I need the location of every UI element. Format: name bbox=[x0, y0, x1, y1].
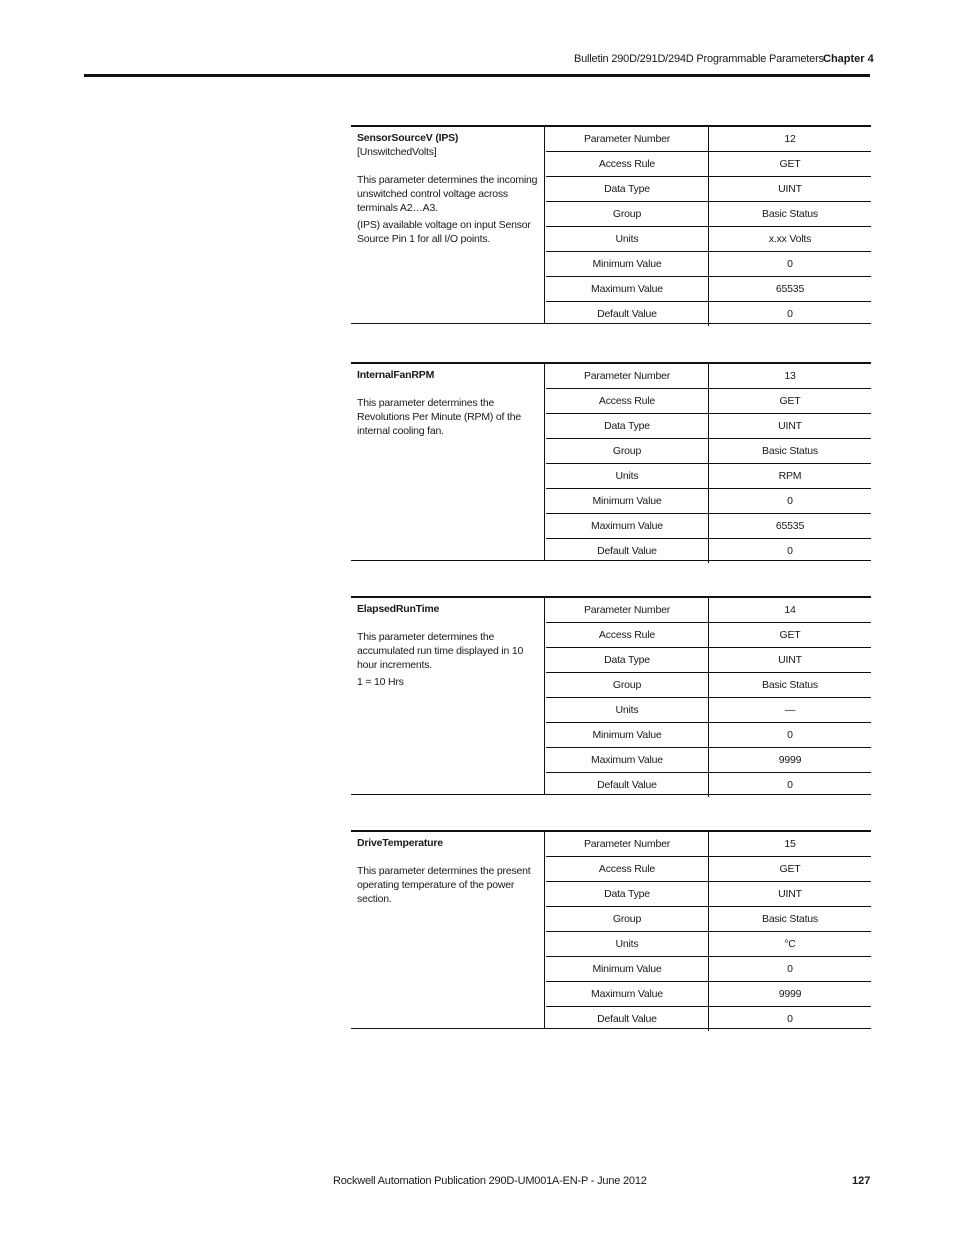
property-label: Access Rule bbox=[546, 623, 709, 647]
parameter-description-column bbox=[351, 127, 545, 323]
parameter-description: This parameter determines the accumulated run time displayed in 10 hour increments. bbox=[357, 631, 524, 671]
parameter-description-column bbox=[351, 364, 545, 560]
property-label: Parameter Number bbox=[546, 364, 709, 388]
property-label: Data Type bbox=[546, 177, 709, 201]
table-row bbox=[546, 489, 871, 514]
property-label: Minimum Value bbox=[546, 489, 709, 513]
property-label: Units bbox=[546, 698, 709, 722]
table-row bbox=[546, 673, 871, 698]
property-value: 9999 bbox=[778, 754, 802, 766]
table-row bbox=[546, 623, 871, 648]
property-label: Maximum Value bbox=[546, 982, 709, 1006]
parameter-properties-table bbox=[546, 832, 871, 1031]
table-row bbox=[546, 227, 871, 252]
property-value: 0 bbox=[787, 545, 793, 557]
property-label: Maximum Value bbox=[546, 514, 709, 538]
property-label: Maximum Value bbox=[546, 748, 709, 772]
property-value: UINT bbox=[778, 420, 802, 432]
parameter-name: DriveTemperature bbox=[357, 837, 443, 849]
table-row bbox=[546, 364, 871, 389]
parameter-description: (IPS) available voltage on input Sensor Source Pin 1 for all I/O points. bbox=[357, 219, 531, 245]
property-value: — bbox=[784, 704, 796, 716]
property-value: 0 bbox=[787, 963, 793, 975]
property-label: Default Value bbox=[546, 1007, 709, 1031]
table-row bbox=[546, 773, 871, 797]
property-value: 65535 bbox=[775, 520, 805, 532]
property-value: Basic Status bbox=[762, 445, 818, 457]
parameter-name: ElapsedRunTime bbox=[357, 603, 440, 615]
header-chapter: Chapter 4 bbox=[823, 53, 874, 65]
property-value: 9999 bbox=[778, 988, 802, 1000]
property-value: Basic Status bbox=[762, 913, 818, 925]
table-row bbox=[546, 957, 871, 982]
parameter-block bbox=[351, 362, 871, 561]
parameter-block bbox=[351, 125, 871, 324]
parameter-description-column bbox=[351, 832, 545, 1028]
property-value: Basic Status bbox=[762, 679, 818, 691]
property-label: Parameter Number bbox=[546, 832, 709, 856]
property-label: Parameter Number bbox=[546, 127, 709, 151]
property-label: Units bbox=[546, 227, 709, 251]
property-value: °C bbox=[784, 938, 796, 950]
table-row bbox=[546, 832, 871, 857]
table-row bbox=[546, 252, 871, 277]
table-row bbox=[546, 857, 871, 882]
property-label: Maximum Value bbox=[546, 277, 709, 301]
table-row bbox=[546, 464, 871, 489]
property-label: Minimum Value bbox=[546, 252, 709, 276]
property-label: Default Value bbox=[546, 539, 709, 563]
table-row bbox=[546, 277, 871, 302]
property-value: 0 bbox=[787, 308, 793, 320]
table-row bbox=[546, 748, 871, 773]
table-row bbox=[546, 907, 871, 932]
table-row bbox=[546, 723, 871, 748]
page-number: 127 bbox=[852, 1175, 871, 1187]
property-label: Units bbox=[546, 464, 709, 488]
property-label: Parameter Number bbox=[546, 598, 709, 622]
property-label: Group bbox=[546, 439, 709, 463]
footer-publication: Rockwell Automation Publication 290D-UM001A-EN-P - June 2012 bbox=[333, 1175, 647, 1187]
property-value: 0 bbox=[787, 258, 793, 270]
table-row bbox=[546, 177, 871, 202]
property-label: Data Type bbox=[546, 648, 709, 672]
property-value: UINT bbox=[778, 183, 802, 195]
property-value: 12 bbox=[784, 133, 796, 145]
table-row bbox=[546, 302, 871, 326]
property-label: Default Value bbox=[546, 773, 709, 797]
table-row bbox=[546, 439, 871, 464]
property-value: 0 bbox=[787, 495, 793, 507]
property-value: GET bbox=[779, 158, 801, 170]
property-value: GET bbox=[779, 395, 801, 407]
property-value: x.xx Volts bbox=[768, 233, 812, 245]
parameter-description: This parameter determines the Revolutions Per Minute (RPM) of the internal cooling fan. bbox=[357, 397, 521, 437]
parameter-subtitle: [UnswitchedVolts] bbox=[357, 146, 437, 158]
property-label: Default Value bbox=[546, 302, 709, 326]
property-value: 0 bbox=[787, 779, 793, 791]
table-row bbox=[546, 202, 871, 227]
property-value: 13 bbox=[784, 370, 796, 382]
parameter-properties-table bbox=[546, 364, 871, 563]
parameter-name: InternalFanRPM bbox=[357, 369, 435, 381]
table-row bbox=[546, 152, 871, 177]
property-value: UINT bbox=[778, 654, 802, 666]
property-label: Group bbox=[546, 673, 709, 697]
property-label: Access Rule bbox=[546, 857, 709, 881]
property-label: Access Rule bbox=[546, 152, 709, 176]
property-value: 0 bbox=[787, 729, 793, 741]
parameter-properties-table bbox=[546, 127, 871, 326]
table-row bbox=[546, 598, 871, 623]
property-label: Minimum Value bbox=[546, 723, 709, 747]
property-value: 15 bbox=[784, 838, 796, 850]
parameter-description: 1 = 10 Hrs bbox=[357, 676, 404, 688]
table-row bbox=[546, 932, 871, 957]
property-label: Data Type bbox=[546, 414, 709, 438]
property-label: Group bbox=[546, 907, 709, 931]
property-label: Data Type bbox=[546, 882, 709, 906]
property-value: UINT bbox=[778, 888, 802, 900]
table-row bbox=[546, 698, 871, 723]
property-label: Group bbox=[546, 202, 709, 226]
property-value: GET bbox=[779, 863, 801, 875]
property-label: Minimum Value bbox=[546, 957, 709, 981]
property-value: Basic Status bbox=[762, 208, 818, 220]
property-value: 0 bbox=[787, 1013, 793, 1025]
parameter-properties-table bbox=[546, 598, 871, 797]
table-row bbox=[546, 389, 871, 414]
property-value: GET bbox=[779, 629, 801, 641]
parameter-name: SensorSourceV (IPS) bbox=[357, 132, 459, 144]
parameter-block bbox=[351, 830, 871, 1029]
property-label: Units bbox=[546, 932, 709, 956]
parameter-description: This parameter determines the present operating temperature of the power section. bbox=[357, 865, 531, 905]
table-row bbox=[546, 882, 871, 907]
property-value: 65535 bbox=[775, 283, 805, 295]
header-rule bbox=[84, 74, 870, 77]
table-row bbox=[546, 539, 871, 563]
property-label: Access Rule bbox=[546, 389, 709, 413]
parameter-description: This parameter determines the incoming unswitched control voltage across terminals A2…A3. bbox=[357, 174, 538, 214]
table-row bbox=[546, 414, 871, 439]
table-row bbox=[546, 648, 871, 673]
table-row bbox=[546, 982, 871, 1007]
parameter-description-column bbox=[351, 598, 545, 794]
header-title: Bulletin 290D/291D/294D Programmable Parameters bbox=[574, 53, 824, 65]
property-value: RPM bbox=[778, 470, 802, 482]
table-row bbox=[546, 514, 871, 539]
table-row bbox=[546, 1007, 871, 1031]
table-row bbox=[546, 127, 871, 152]
parameter-block bbox=[351, 596, 871, 795]
property-value: 14 bbox=[784, 604, 796, 616]
